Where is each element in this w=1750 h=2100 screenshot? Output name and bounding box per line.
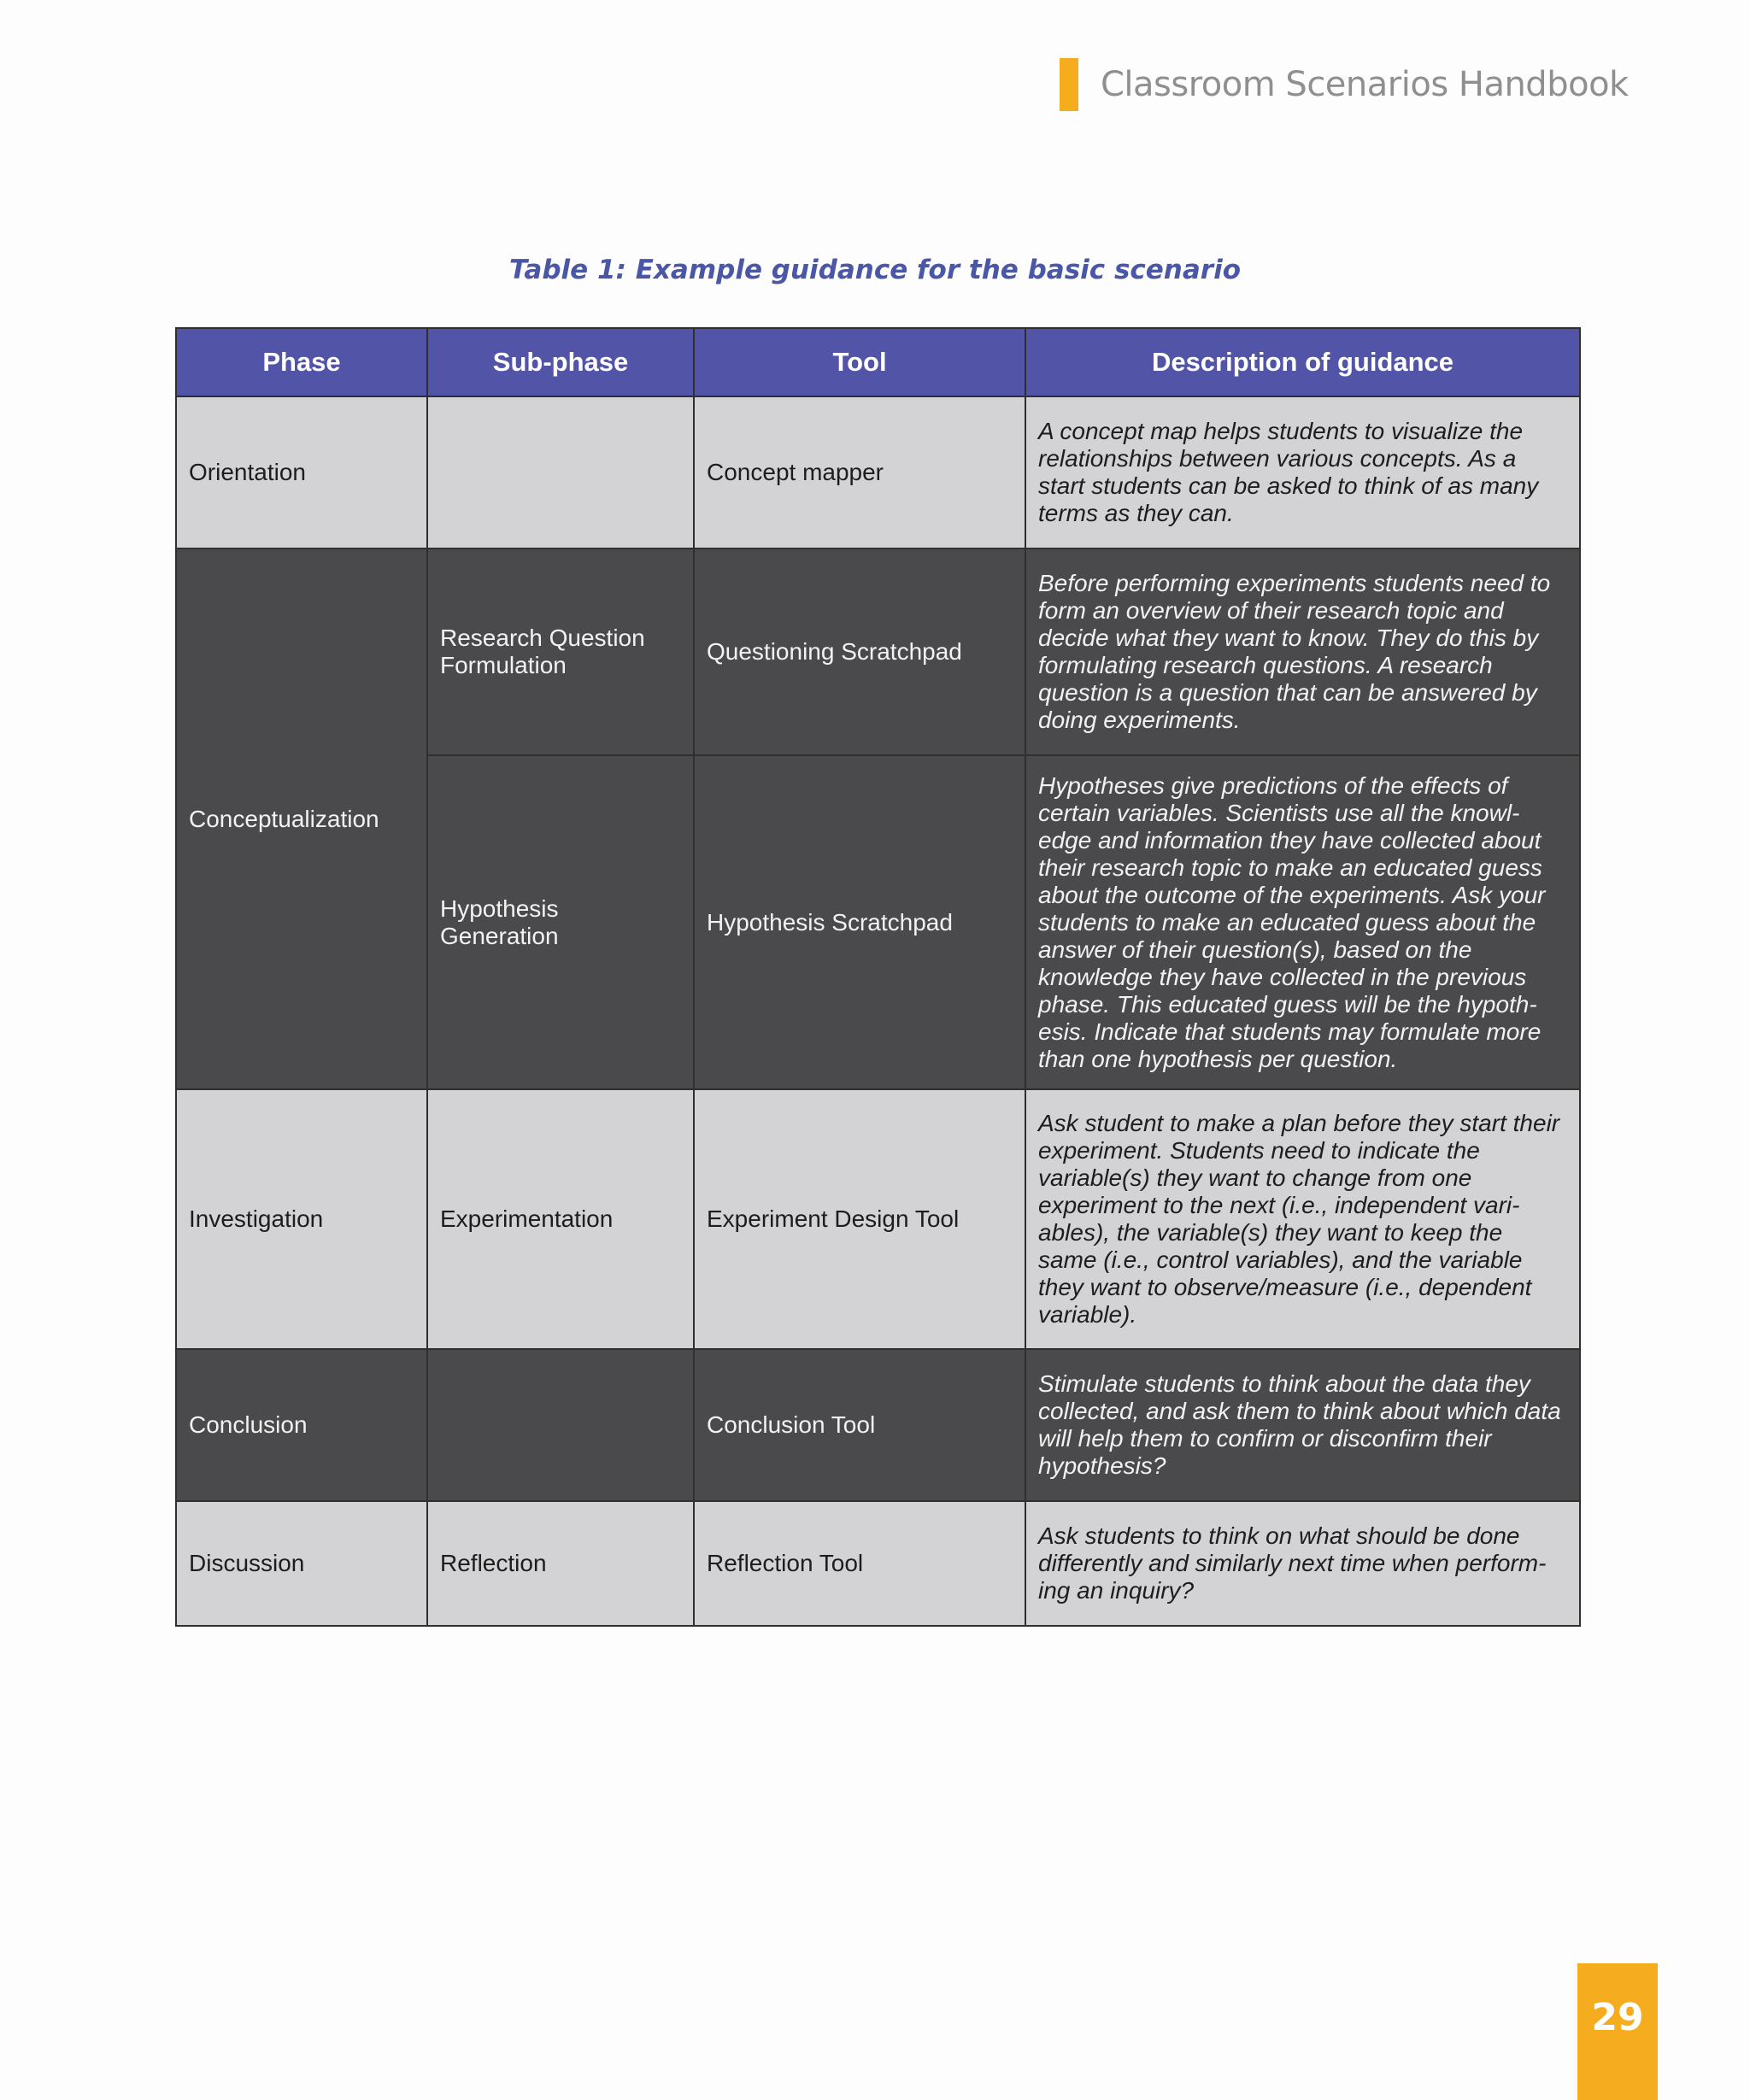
running-header [1060,58,1629,111]
table-row [176,1349,1580,1501]
column-header-subphase: Sub-phase [427,328,694,396]
description-cell: Ask students to think on what should be done differently and similarly next time when perform-ing an inquiry? [1025,1501,1580,1626]
subphase-cell: Reflection [427,1501,694,1626]
subphase-cell: Research Question Formulation [427,548,694,755]
tool-cell: Reflection Tool [694,1501,1025,1626]
tool-cell: Conclusion Tool [694,1349,1025,1501]
header-accent-bar [1060,58,1078,111]
subphase-cell: Hypothesis Generation [427,755,694,1089]
phase-cell: Conclusion [176,1349,427,1501]
subphase-cell [427,396,694,548]
description-cell: Hypotheses give predictions of the effects of certain variables. Scientists use all the knowl-edge and information they have collected about their research topic to make an educated guess about the outcome of the experiments. Ask your students to make an educated guess about the answer of their question(s), based on the knowledge they have collected in the previous phase. This educated guess will be the hypoth-esis. Indicate that students may formulate more than one hypothesis per question. [1025,755,1580,1089]
description-cell: Stimulate students to think about the data they collected, and ask them to think about which data will help them to confirm or disconfirm their hypothesis? [1025,1349,1580,1501]
tool-cell: Experiment Design Tool [694,1089,1025,1349]
table-row [176,548,1580,755]
tool-cell: Hypothesis Scratchpad [694,755,1025,1089]
tool-cell: Questioning Scratchpad [694,548,1025,755]
page-number: 29 [1591,1996,1644,2039]
page-number-tab [1577,1963,1658,2100]
subphase-cell: Experimentation [427,1089,694,1349]
column-header-tool: Tool [694,328,1025,396]
table-caption: Table 1: Example guidance for the basic scenario [508,255,1242,285]
phase-cell: Conceptualization [176,548,427,1089]
tool-cell: Concept mapper [694,396,1025,548]
table-row [176,1501,1580,1626]
phase-cell: Orientation [176,396,427,548]
table-row [176,396,1580,548]
description-cell: Ask student to make a plan before they start their experiment. Students need to indicate the variable(s) they want to change from one experiment to the next (i.e., independent vari-ables), the variable(s) they want to keep the same (i.e., control variables), and the variable they want to observe/measure (i.e., dependent variable). [1025,1089,1580,1349]
column-header-phase: Phase [176,328,427,396]
guidance-table [175,327,1581,1627]
description-cell: A concept map helps students to visualize the relationships between various concepts. As a start students can be asked to think of as many terms as they can. [1025,396,1580,548]
phase-cell: Discussion [176,1501,427,1626]
description-cell: Before performing experiments students need to form an overview of their research topic and decide what they want to know. They do this by formulating research questions. A research question is a question that can be answered by doing experiments. [1025,548,1580,755]
handbook-title: Classroom Scenarios Handbook [1101,65,1629,104]
table-row [176,1089,1580,1349]
phase-cell: Investigation [176,1089,427,1349]
table-header-row [176,328,1580,396]
column-header-description: Description of guidance [1025,328,1580,396]
subphase-cell [427,1349,694,1501]
